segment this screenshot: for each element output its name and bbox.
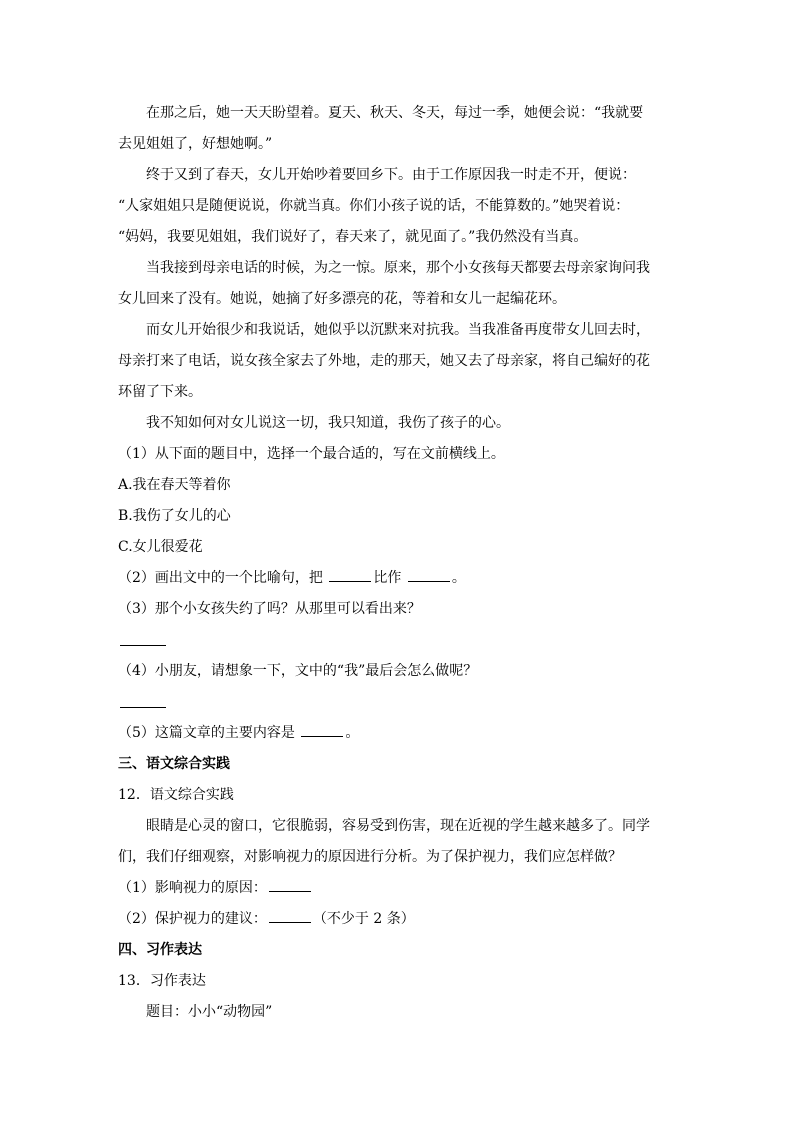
- question-1-option-c: C.女儿很爱花: [118, 539, 203, 555]
- item-12-question-1-blank[interactable]: [269, 877, 311, 892]
- story-para3-line1: 当我接到母亲电话的时候，为之一惊。原来，那个小女孩每天都要去母亲家询问我: [146, 260, 650, 276]
- story-para3-line2: 女儿回来了没有。她说，她摘了好多漂亮的花，等着和女儿一起编花环。: [118, 291, 566, 307]
- question-5-text-b: 。: [345, 725, 360, 741]
- question-2: [118, 563, 678, 594]
- question-4-answer-line[interactable]: [120, 687, 166, 708]
- question-2-blank-1[interactable]: [329, 567, 371, 582]
- item-12-question-2-label: （2）保护视力的建议：: [118, 911, 267, 927]
- story-para2-line1: 终于又到了春天，女儿开始吵着要回乡下。由于工作原因我一时走不开，便说：: [146, 167, 636, 183]
- question-2-text-a: （2）画出文中的一个比喻句，把: [118, 570, 328, 586]
- question-5-text-a: （5）这篇文章的主要内容是: [118, 725, 300, 741]
- item-13-title: 13．习作表达: [118, 973, 206, 989]
- item-12-question-2-note: （不少于 2 条）: [312, 911, 415, 927]
- item-12-question-2: [118, 904, 678, 935]
- section-4-heading: 四、习作表达: [118, 942, 202, 958]
- question-3-answer-line[interactable]: [120, 625, 166, 646]
- question-1-option-a: A.我在春天等着你: [118, 477, 231, 493]
- section-3-heading: 三、语文综合实践: [118, 756, 230, 772]
- item-12-text-line1: 眼睛是心灵的窗口，它很脆弱，容易受到伤害，现在近视的学生越来越多了。同学: [146, 818, 650, 834]
- item-12-question-2-blank[interactable]: [269, 908, 311, 923]
- question-2-blank-2[interactable]: [408, 567, 450, 582]
- story-para2-line3: “妈妈，我要见姐姐，我们说好了，春天来了，就见面了。”我仍然没有当真。: [118, 229, 588, 245]
- question-1: （1）从下面的题目中，选择一个最合适的，写在文前横线上。: [118, 446, 505, 462]
- question-2-text-b: 比作: [373, 570, 406, 586]
- question-1-option-b: B.我伤了女儿的心: [118, 508, 231, 524]
- question-3: （3）那个小女孩失约了吗？从那里可以看出来？: [118, 601, 421, 617]
- item-12-question-1: [118, 873, 678, 904]
- item-12-question-1-label: （1）影响视力的原因：: [118, 880, 267, 896]
- story-para1-line1: 在那之后，她一天天盼望着。夏天、秋天、冬天，每过一季，她便会说：“我就要: [146, 105, 644, 121]
- story-para2-line2: “人家姐姐只是随便说说，你就当真。你们小孩子说的话，不能算数的。”她哭着说：: [118, 198, 630, 214]
- question-4: （4）小朋友，请想象一下，文中的“我”最后会怎么做呢？: [118, 663, 478, 679]
- question-5: [118, 718, 678, 749]
- story-para1-line2: 去见姐姐了，好想她啊。”: [118, 136, 273, 152]
- document-page: [118, 98, 678, 1028]
- story-para4-line1: 而女儿开始很少和我说话，她似乎以沉默来对抗我。当我准备再度带女儿回去时，: [146, 322, 650, 338]
- story-para4-line3: 环留了下来。: [118, 384, 202, 400]
- story-para5-line1: 我不知如何对女儿说这一切，我只知道，我伤了孩子的心。: [146, 415, 510, 431]
- question-2-text-c: 。: [451, 570, 466, 586]
- question-5-blank[interactable]: [301, 722, 343, 737]
- story-para4-line2: 母亲打来了电话，说女孩全家去了外地，走的那天，她又去了母亲家，将自己编好的花: [118, 353, 650, 369]
- item-12-title: 12．语文综合实践: [118, 787, 234, 803]
- item-13-topic: 题目：小小“动物园”: [146, 1004, 273, 1020]
- item-12-text-line2: 们，我们仔细观察，对影响视力的原因进行分析。为了保护视力，我们应怎样做？: [118, 849, 622, 865]
